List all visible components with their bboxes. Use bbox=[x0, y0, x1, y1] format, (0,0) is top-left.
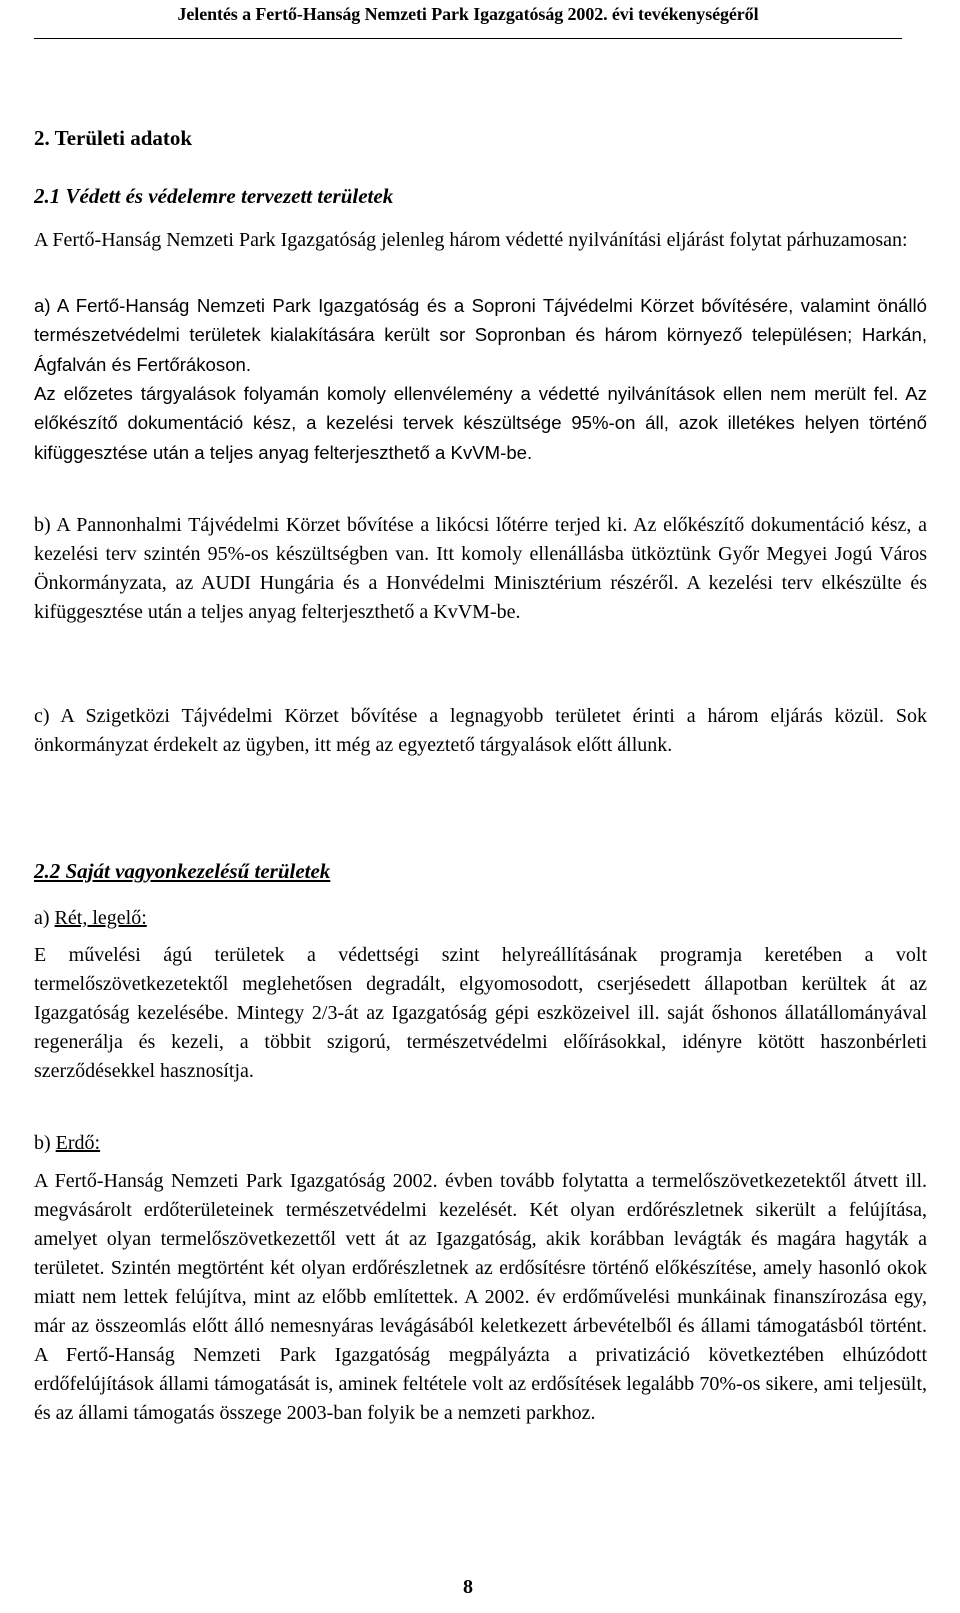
item-a-paragraph: a) A Fertő-Hanság Nemzeti Park Igazgatóság és a Soproni Tájvédelmi Körzet bővítésére, valamint önálló természetvédelmi területek kialakítására került sor Sopronban és három környező településen; Harkán, Ágfalván és Fertőrákoson. bbox=[34, 295, 927, 375]
page-number: 8 bbox=[463, 1576, 473, 1598]
item-a-continuation bbox=[34, 379, 927, 467]
subsection-a-prefix: a) bbox=[34, 907, 55, 929]
item-c-paragraph: c) A Szigetközi Tájvédelmi Körzet bővítése a legnagyobb területet érinti a három eljárás közül. Sok önkormányzat érdekelt az ügyben, itt még az egyeztető tárgyalások előtt állunk. bbox=[34, 705, 927, 756]
forest-paragraph: A Fertő-Hanság Nemzeti Park Igazgatóság 2002. évben tovább folytatta a termelőszövetkezetektől átvett ill. megvásárolt erdőterületeinek természetvédelmi kezelését. Két olyan erdőrészletnek sikerült a felújítása, amelyet olyan termelőszövetkezettől vett át az Igazgatóság, akik korábban levágták és magára hagyták a területet. Szintén megtörtént két olyan erdőrészletnek az erdősítésre történő előkészítése, amely hasonló okok miatt nem lettek felújítva, mint az előbb említettek. A 2002. év erdőművelési munkáinak finanszírozása egy, már az összeomlás előtt álló nemesnyáras levágásából keletkezett árbevételből és állami támogatásból történt. A Fertő-Hanság Nemzeti Park Igazgatóság megpályázta a privatizáció következtében elhúzódott erdőfelújítások állami támogatását is, aminek feltétele volt az erdősítések legalább 70%-os sikere, ami teljesült, és az állami támogatás összege 2003-ban folyik be a nemzeti parkhoz. bbox=[34, 1170, 927, 1424]
subsection-b-prefix: b) bbox=[34, 1132, 56, 1154]
subsection-title-2-1: 2.1 Védett és védelemre tervezett területek bbox=[34, 184, 394, 208]
subsection-b-label bbox=[34, 1129, 100, 1158]
subsection-a-label-text: Rét, legelő: bbox=[54, 907, 147, 929]
running-header: Jelentés a Fertő-Hanság Nemzeti Park Igazgatóság 2002. évi tevékenységéről bbox=[177, 4, 759, 24]
meadow-paragraph: E művelési ágú területek a védettségi szint helyreállításának programja keretében a volt termelőszövetkezetektől meglehetősen degradált, elgyomosodott, cserjésedett állapotban kerültek át az Igazgatóság kezelésébe. Mintegy 2/3-át az Igazgatóság gépi eszközeivel ill. saját őshonos állatállományával regenerálja és kezeli, a többit szigorú, természetvédelmi előírásokkal, idényre kötött haszonbérleti szerződésekkel hasznosítja. bbox=[34, 944, 927, 1082]
subsection-b-label-text: Erdő: bbox=[55, 1132, 101, 1154]
intro-paragraph: A Fertő-Hanság Nemzeti Park Igazgatóság jelenleg három védetté nyilvánítási eljárást folytat párhuzamosan: bbox=[34, 229, 908, 251]
header-rule bbox=[34, 38, 902, 39]
section-title: 2. Területi adatok bbox=[34, 126, 193, 150]
subsection-title-2-2: 2.2 Saját vagyonkezelésű területek bbox=[34, 859, 331, 883]
item-a-continuation-text: Az előzetes tárgyalások folyamán komoly ellenvélemény a védetté nyilvánítások ellen nem merült fel. Az előkészítő dokumentáció kész, a kezelési tervek készültsége 95%-on áll, azok illetékes helyen történő kifüggesztése után a teljes anyag felterjeszthető a KvVM-be. bbox=[34, 383, 927, 463]
subsection-a-label bbox=[34, 904, 147, 933]
item-b-paragraph: b) A Pannonhalmi Tájvédelmi Körzet bővítése a likócsi lőtérre terjed ki. Az előkészítő dokumentáció kész, a kezelési terv szintén 95%-os készültségben van. Itt komoly ellenállásba ütköztünk Győr Megyei Jogú Város Önkormányzata, az AUDI Hungária és a Honvédelmi Minisztérium részéről. A kezelési terv elkészülte és kifüggesztése után a teljes anyag felterjeszthető a KvVM-be. bbox=[34, 514, 927, 623]
